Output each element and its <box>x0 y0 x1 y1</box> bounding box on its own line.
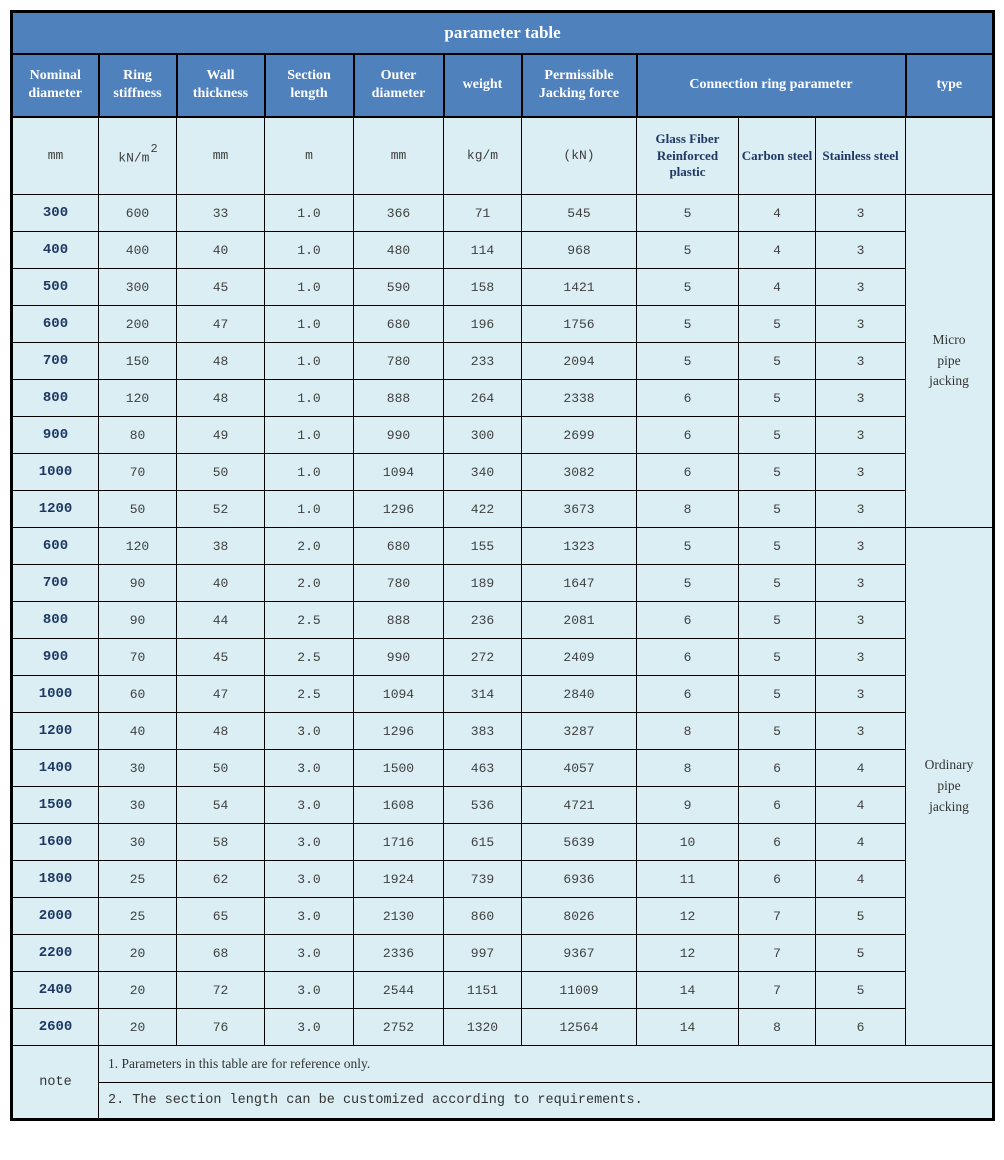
cell-carbon-steel-rings: 5 <box>739 713 816 750</box>
cell-gfrp-rings: 5 <box>637 565 739 602</box>
cell-ring-stiffness: 20 <box>99 935 177 972</box>
note-label: note <box>12 1046 99 1120</box>
cell-gfrp-rings: 12 <box>637 898 739 935</box>
table-row <box>12 417 994 454</box>
cell-carbon-steel-rings: 8 <box>739 1009 816 1046</box>
table-row <box>12 935 994 972</box>
cell-ring-stiffness: 120 <box>99 380 177 417</box>
type-cell: Micro pipe jacking <box>906 195 994 528</box>
cell-nominal-diameter: 600 <box>12 306 99 343</box>
cell-carbon-steel-rings: 5 <box>739 565 816 602</box>
cell-gfrp-rings: 14 <box>637 1009 739 1046</box>
cell-weight: 615 <box>444 824 522 861</box>
cell-stainless-steel-rings: 3 <box>816 343 906 380</box>
cell-ring-stiffness: 80 <box>99 417 177 454</box>
cell-stainless-steel-rings: 4 <box>816 787 906 824</box>
cell-nominal-diameter: 2000 <box>12 898 99 935</box>
cell-section-length: 3.0 <box>265 898 354 935</box>
unit-ring-exponent: 2 <box>150 142 158 157</box>
cell-ring-stiffness: 70 <box>99 454 177 491</box>
cell-section-length: 1.0 <box>265 343 354 380</box>
table-row <box>12 343 994 380</box>
cell-gfrp-rings: 5 <box>637 195 739 232</box>
cell-stainless-steel-rings: 5 <box>816 898 906 935</box>
subcol-gfrp: Glass Fiber Reinforced plastic <box>637 117 739 195</box>
cell-outer-diameter: 1296 <box>354 491 444 528</box>
cell-carbon-steel-rings: 5 <box>739 380 816 417</box>
cell-gfrp-rings: 8 <box>637 713 739 750</box>
cell-carbon-steel-rings: 5 <box>739 343 816 380</box>
cell-section-length: 3.0 <box>265 972 354 1009</box>
cell-outer-diameter: 1924 <box>354 861 444 898</box>
col-header-wall-thickness: Wall thickness <box>177 54 265 117</box>
cell-stainless-steel-rings: 4 <box>816 824 906 861</box>
cell-section-length: 2.0 <box>265 528 354 565</box>
cell-gfrp-rings: 5 <box>637 343 739 380</box>
cell-jacking-force: 968 <box>522 232 637 269</box>
cell-wall-thickness: 52 <box>177 491 265 528</box>
unit-ring-stiffness <box>99 117 177 195</box>
table-body <box>12 195 994 1046</box>
cell-section-length: 3.0 <box>265 787 354 824</box>
cell-weight: 264 <box>444 380 522 417</box>
cell-carbon-steel-rings: 6 <box>739 861 816 898</box>
cell-nominal-diameter: 1000 <box>12 676 99 713</box>
cell-weight: 272 <box>444 639 522 676</box>
cell-ring-stiffness: 30 <box>99 824 177 861</box>
subcol-carbon-steel: Carbon steel <box>739 117 816 195</box>
cell-carbon-steel-rings: 5 <box>739 454 816 491</box>
cell-ring-stiffness: 30 <box>99 750 177 787</box>
table-row <box>12 491 994 528</box>
cell-nominal-diameter: 1000 <box>12 454 99 491</box>
table-row <box>12 639 994 676</box>
table-row <box>12 787 994 824</box>
cell-gfrp-rings: 6 <box>637 639 739 676</box>
cell-stainless-steel-rings: 4 <box>816 750 906 787</box>
cell-wall-thickness: 68 <box>177 935 265 972</box>
cell-outer-diameter: 366 <box>354 195 444 232</box>
cell-nominal-diameter: 1600 <box>12 824 99 861</box>
title-row <box>12 12 994 54</box>
table-row <box>12 898 994 935</box>
col-header-ring-stiffness: Ring stiffness <box>99 54 177 117</box>
cell-weight: 196 <box>444 306 522 343</box>
cell-section-length: 3.0 <box>265 935 354 972</box>
cell-jacking-force: 3673 <box>522 491 637 528</box>
cell-wall-thickness: 50 <box>177 750 265 787</box>
cell-section-length: 2.5 <box>265 676 354 713</box>
cell-jacking-force: 9367 <box>522 935 637 972</box>
cell-outer-diameter: 680 <box>354 306 444 343</box>
cell-weight: 114 <box>444 232 522 269</box>
col-header-connection-ring: Connection ring parameter <box>637 54 906 117</box>
cell-outer-diameter: 990 <box>354 417 444 454</box>
cell-gfrp-rings: 5 <box>637 232 739 269</box>
cell-carbon-steel-rings: 6 <box>739 787 816 824</box>
cell-stainless-steel-rings: 5 <box>816 935 906 972</box>
cell-outer-diameter: 780 <box>354 565 444 602</box>
cell-carbon-steel-rings: 5 <box>739 528 816 565</box>
table-row <box>12 972 994 1009</box>
cell-jacking-force: 2699 <box>522 417 637 454</box>
cell-stainless-steel-rings: 4 <box>816 861 906 898</box>
table-row <box>12 306 994 343</box>
cell-outer-diameter: 2544 <box>354 972 444 1009</box>
cell-wall-thickness: 76 <box>177 1009 265 1046</box>
unit-weight: kg/m <box>444 117 522 195</box>
cell-gfrp-rings: 5 <box>637 306 739 343</box>
cell-ring-stiffness: 70 <box>99 639 177 676</box>
cell-weight: 1151 <box>444 972 522 1009</box>
cell-wall-thickness: 45 <box>177 269 265 306</box>
cell-carbon-steel-rings: 5 <box>739 306 816 343</box>
cell-gfrp-rings: 5 <box>637 269 739 306</box>
table-row <box>12 676 994 713</box>
cell-outer-diameter: 1296 <box>354 713 444 750</box>
cell-outer-diameter: 1608 <box>354 787 444 824</box>
cell-jacking-force: 2081 <box>522 602 637 639</box>
cell-outer-diameter: 680 <box>354 528 444 565</box>
cell-carbon-steel-rings: 5 <box>739 417 816 454</box>
cell-wall-thickness: 50 <box>177 454 265 491</box>
cell-ring-stiffness: 150 <box>99 343 177 380</box>
cell-stainless-steel-rings: 3 <box>816 713 906 750</box>
cell-section-length: 1.0 <box>265 380 354 417</box>
cell-nominal-diameter: 600 <box>12 528 99 565</box>
cell-outer-diameter: 2336 <box>354 935 444 972</box>
cell-wall-thickness: 48 <box>177 380 265 417</box>
cell-stainless-steel-rings: 3 <box>816 528 906 565</box>
table-row <box>12 195 994 232</box>
cell-section-length: 1.0 <box>265 491 354 528</box>
column-header-row <box>12 54 994 117</box>
cell-carbon-steel-rings: 5 <box>739 676 816 713</box>
table-row <box>12 528 994 565</box>
cell-weight: 739 <box>444 861 522 898</box>
cell-jacking-force: 545 <box>522 195 637 232</box>
cell-jacking-force: 4721 <box>522 787 637 824</box>
cell-outer-diameter: 2130 <box>354 898 444 935</box>
unit-outer-diameter: mm <box>354 117 444 195</box>
cell-outer-diameter: 1500 <box>354 750 444 787</box>
cell-ring-stiffness: 20 <box>99 972 177 1009</box>
cell-carbon-steel-rings: 6 <box>739 824 816 861</box>
table-row <box>12 1009 994 1046</box>
cell-nominal-diameter: 800 <box>12 602 99 639</box>
cell-nominal-diameter: 2200 <box>12 935 99 972</box>
cell-carbon-steel-rings: 5 <box>739 639 816 676</box>
cell-gfrp-rings: 9 <box>637 787 739 824</box>
cell-gfrp-rings: 8 <box>637 750 739 787</box>
cell-jacking-force: 2409 <box>522 639 637 676</box>
cell-weight: 463 <box>444 750 522 787</box>
cell-nominal-diameter: 1800 <box>12 861 99 898</box>
cell-carbon-steel-rings: 4 <box>739 232 816 269</box>
cell-outer-diameter: 590 <box>354 269 444 306</box>
cell-stainless-steel-rings: 3 <box>816 454 906 491</box>
cell-nominal-diameter: 2400 <box>12 972 99 1009</box>
cell-weight: 236 <box>444 602 522 639</box>
table-row <box>12 380 994 417</box>
cell-jacking-force: 6936 <box>522 861 637 898</box>
cell-outer-diameter: 888 <box>354 602 444 639</box>
page-title: parameter table <box>12 12 994 54</box>
parameter-table <box>10 10 995 1121</box>
cell-section-length: 1.0 <box>265 232 354 269</box>
cell-wall-thickness: 33 <box>177 195 265 232</box>
table-row <box>12 824 994 861</box>
cell-carbon-steel-rings: 7 <box>739 898 816 935</box>
table-row <box>12 750 994 787</box>
cell-wall-thickness: 40 <box>177 232 265 269</box>
cell-stainless-steel-rings: 3 <box>816 602 906 639</box>
cell-wall-thickness: 62 <box>177 861 265 898</box>
cell-stainless-steel-rings: 3 <box>816 306 906 343</box>
col-header-type: type <box>906 54 994 117</box>
cell-stainless-steel-rings: 3 <box>816 380 906 417</box>
cell-weight: 340 <box>444 454 522 491</box>
cell-ring-stiffness: 300 <box>99 269 177 306</box>
cell-section-length: 2.5 <box>265 639 354 676</box>
unit-type-empty <box>906 117 994 195</box>
cell-carbon-steel-rings: 4 <box>739 195 816 232</box>
cell-weight: 71 <box>444 195 522 232</box>
cell-nominal-diameter: 800 <box>12 380 99 417</box>
cell-nominal-diameter: 300 <box>12 195 99 232</box>
cell-jacking-force: 8026 <box>522 898 637 935</box>
cell-section-length: 3.0 <box>265 824 354 861</box>
cell-ring-stiffness: 25 <box>99 861 177 898</box>
cell-stainless-steel-rings: 3 <box>816 565 906 602</box>
cell-gfrp-rings: 6 <box>637 676 739 713</box>
cell-weight: 158 <box>444 269 522 306</box>
unit-ring-base: kN/m <box>118 150 150 166</box>
cell-ring-stiffness: 60 <box>99 676 177 713</box>
cell-stainless-steel-rings: 6 <box>816 1009 906 1046</box>
cell-wall-thickness: 65 <box>177 898 265 935</box>
table-row <box>12 269 994 306</box>
cell-jacking-force: 1756 <box>522 306 637 343</box>
table-row <box>12 861 994 898</box>
cell-weight: 314 <box>444 676 522 713</box>
table-row <box>12 565 994 602</box>
cell-stainless-steel-rings: 3 <box>816 269 906 306</box>
cell-nominal-diameter: 700 <box>12 343 99 380</box>
cell-section-length: 2.5 <box>265 602 354 639</box>
cell-outer-diameter: 2752 <box>354 1009 444 1046</box>
note-row <box>12 1083 994 1120</box>
cell-gfrp-rings: 6 <box>637 602 739 639</box>
cell-stainless-steel-rings: 5 <box>816 972 906 1009</box>
cell-section-length: 3.0 <box>265 713 354 750</box>
cell-weight: 300 <box>444 417 522 454</box>
cell-wall-thickness: 48 <box>177 713 265 750</box>
cell-gfrp-rings: 8 <box>637 491 739 528</box>
col-header-weight: weight <box>444 54 522 117</box>
cell-stainless-steel-rings: 3 <box>816 417 906 454</box>
cell-stainless-steel-rings: 3 <box>816 491 906 528</box>
cell-nominal-diameter: 900 <box>12 639 99 676</box>
cell-jacking-force: 4057 <box>522 750 637 787</box>
cell-outer-diameter: 780 <box>354 343 444 380</box>
cell-wall-thickness: 54 <box>177 787 265 824</box>
cell-section-length: 1.0 <box>265 417 354 454</box>
cell-carbon-steel-rings: 7 <box>739 935 816 972</box>
units-row <box>12 117 994 195</box>
cell-nominal-diameter: 1500 <box>12 787 99 824</box>
cell-ring-stiffness: 90 <box>99 602 177 639</box>
cell-nominal-diameter: 1400 <box>12 750 99 787</box>
cell-outer-diameter: 480 <box>354 232 444 269</box>
cell-wall-thickness: 48 <box>177 343 265 380</box>
cell-outer-diameter: 1094 <box>354 454 444 491</box>
cell-carbon-steel-rings: 7 <box>739 972 816 1009</box>
col-header-nominal-diameter: Nominal diameter <box>12 54 99 117</box>
cell-gfrp-rings: 12 <box>637 935 739 972</box>
cell-nominal-diameter: 2600 <box>12 1009 99 1046</box>
unit-jacking-force: (kN) <box>522 117 637 195</box>
cell-section-length: 1.0 <box>265 195 354 232</box>
col-header-section-length: Section length <box>265 54 354 117</box>
cell-wall-thickness: 58 <box>177 824 265 861</box>
table-row <box>12 602 994 639</box>
cell-jacking-force: 3287 <box>522 713 637 750</box>
col-header-jacking-force: Permissible Jacking force <box>522 54 637 117</box>
cell-weight: 860 <box>444 898 522 935</box>
cell-stainless-steel-rings: 3 <box>816 676 906 713</box>
cell-carbon-steel-rings: 6 <box>739 750 816 787</box>
cell-section-length: 1.0 <box>265 306 354 343</box>
cell-jacking-force: 5639 <box>522 824 637 861</box>
cell-weight: 155 <box>444 528 522 565</box>
cell-gfrp-rings: 10 <box>637 824 739 861</box>
unit-nominal-diameter: mm <box>12 117 99 195</box>
cell-wall-thickness: 40 <box>177 565 265 602</box>
cell-jacking-force: 2094 <box>522 343 637 380</box>
cell-ring-stiffness: 120 <box>99 528 177 565</box>
cell-nominal-diameter: 1200 <box>12 713 99 750</box>
cell-outer-diameter: 1716 <box>354 824 444 861</box>
cell-jacking-force: 3082 <box>522 454 637 491</box>
cell-stainless-steel-rings: 3 <box>816 232 906 269</box>
cell-jacking-force: 2840 <box>522 676 637 713</box>
cell-nominal-diameter: 400 <box>12 232 99 269</box>
unit-section-length: m <box>265 117 354 195</box>
cell-gfrp-rings: 5 <box>637 528 739 565</box>
cell-outer-diameter: 1094 <box>354 676 444 713</box>
cell-ring-stiffness: 30 <box>99 787 177 824</box>
unit-wall-thickness: mm <box>177 117 265 195</box>
cell-weight: 189 <box>444 565 522 602</box>
table-row <box>12 454 994 491</box>
cell-stainless-steel-rings: 3 <box>816 195 906 232</box>
cell-wall-thickness: 38 <box>177 528 265 565</box>
cell-section-length: 2.0 <box>265 565 354 602</box>
cell-ring-stiffness: 40 <box>99 713 177 750</box>
cell-ring-stiffness: 400 <box>99 232 177 269</box>
cell-section-length: 1.0 <box>265 269 354 306</box>
cell-gfrp-rings: 14 <box>637 972 739 1009</box>
cell-carbon-steel-rings: 5 <box>739 602 816 639</box>
cell-weight: 536 <box>444 787 522 824</box>
cell-jacking-force: 1323 <box>522 528 637 565</box>
cell-weight: 997 <box>444 935 522 972</box>
cell-weight: 1320 <box>444 1009 522 1046</box>
cell-ring-stiffness: 50 <box>99 491 177 528</box>
col-header-outer-diameter: Outer diameter <box>354 54 444 117</box>
cell-carbon-steel-rings: 4 <box>739 269 816 306</box>
cell-weight: 233 <box>444 343 522 380</box>
note-item-1: 1. Parameters in this table are for reference only. <box>99 1046 994 1083</box>
cell-gfrp-rings: 6 <box>637 454 739 491</box>
cell-nominal-diameter: 900 <box>12 417 99 454</box>
cell-jacking-force: 12564 <box>522 1009 637 1046</box>
cell-ring-stiffness: 600 <box>99 195 177 232</box>
cell-section-length: 3.0 <box>265 750 354 787</box>
cell-section-length: 3.0 <box>265 1009 354 1046</box>
table-row <box>12 713 994 750</box>
cell-wall-thickness: 49 <box>177 417 265 454</box>
cell-nominal-diameter: 700 <box>12 565 99 602</box>
cell-wall-thickness: 45 <box>177 639 265 676</box>
cell-gfrp-rings: 11 <box>637 861 739 898</box>
cell-stainless-steel-rings: 3 <box>816 639 906 676</box>
cell-ring-stiffness: 90 <box>99 565 177 602</box>
cell-wall-thickness: 47 <box>177 676 265 713</box>
cell-section-length: 3.0 <box>265 861 354 898</box>
cell-carbon-steel-rings: 5 <box>739 491 816 528</box>
subcol-stainless-steel: Stainless steel <box>816 117 906 195</box>
cell-outer-diameter: 990 <box>354 639 444 676</box>
cell-jacking-force: 2338 <box>522 380 637 417</box>
cell-wall-thickness: 72 <box>177 972 265 1009</box>
cell-weight: 422 <box>444 491 522 528</box>
cell-wall-thickness: 47 <box>177 306 265 343</box>
cell-section-length: 1.0 <box>265 454 354 491</box>
cell-gfrp-rings: 6 <box>637 380 739 417</box>
cell-ring-stiffness: 20 <box>99 1009 177 1046</box>
note-row <box>12 1046 994 1083</box>
cell-jacking-force: 11009 <box>522 972 637 1009</box>
cell-ring-stiffness: 200 <box>99 306 177 343</box>
cell-nominal-diameter: 1200 <box>12 491 99 528</box>
type-cell: Ordinary pipe jacking <box>906 528 994 1046</box>
cell-ring-stiffness: 25 <box>99 898 177 935</box>
table-row <box>12 232 994 269</box>
note-item-2: 2. The section length can be customized according to requirements. <box>99 1083 994 1120</box>
cell-weight: 383 <box>444 713 522 750</box>
cell-nominal-diameter: 500 <box>12 269 99 306</box>
cell-jacking-force: 1421 <box>522 269 637 306</box>
cell-outer-diameter: 888 <box>354 380 444 417</box>
cell-wall-thickness: 44 <box>177 602 265 639</box>
cell-gfrp-rings: 6 <box>637 417 739 454</box>
cell-jacking-force: 1647 <box>522 565 637 602</box>
